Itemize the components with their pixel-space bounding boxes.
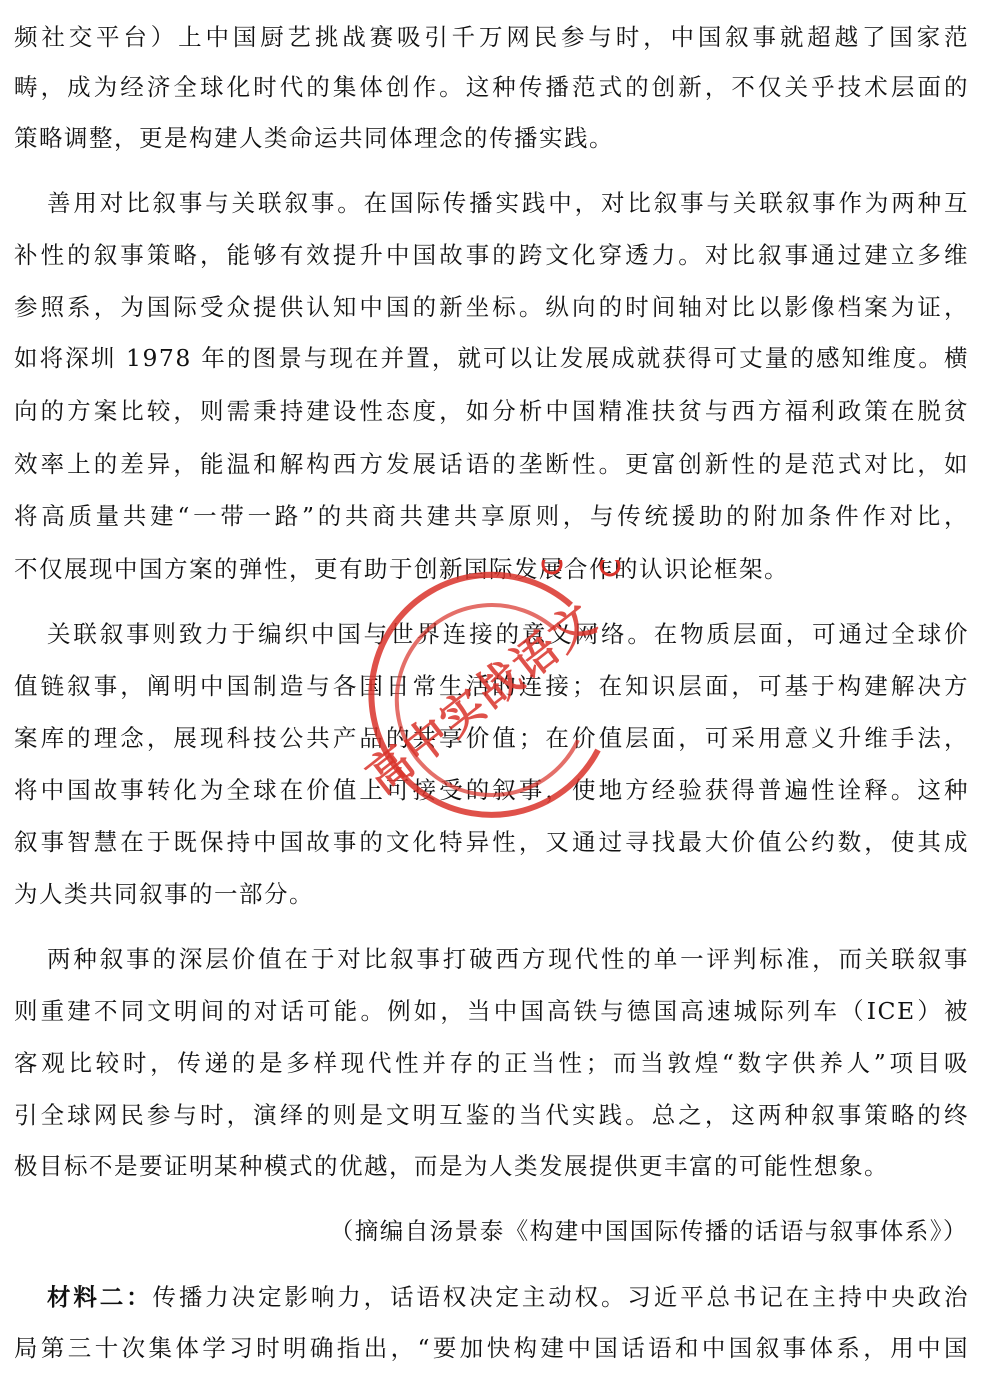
text-line: 案库的理念，展现科技公共产品的共享价值；在价值层面，可采用意义升维手法，: [14, 724, 969, 752]
text-line: 频社交平台）上中国厨艺挑战赛吸引千万网民参与时，中国叙事就超越了国家范: [14, 23, 969, 51]
text-line: 如将深圳 1978 年的图景与现在并置，就可以让发展成就获得可丈量的感知维度。横: [14, 344, 969, 372]
text-line: 将高质量共建“一带一路”的共商共建共享原则，与传统援助的附加条件作对比，: [14, 502, 969, 530]
text-line: 善用对比叙事与关联叙事。在国际传播实践中，对比叙事与关联叙事作为两种互: [47, 189, 969, 217]
text-line: 将中国故事转化为全球在价值上可接受的叙事，使地方经验获得普遍性诠释。这种: [14, 776, 969, 804]
source-citation: （摘编自汤景泰《构建中国国际传播的话语与叙事体系》）: [329, 1217, 968, 1245]
material-label: 材料二：: [47, 1283, 153, 1311]
text-line: 局第三十次集体学习时明确指出，“要加快构建中国话语和中国叙事体系，用中国: [14, 1334, 969, 1362]
text-line: 向的方案比较，则需秉持建设性态度，如分析中国精准扶贫与西方福利政策在脱贫: [14, 397, 969, 425]
text-line: 策略调整，更是构建人类命运共同体理念的传播实践。: [14, 124, 614, 152]
text-line: 关联叙事则致力于编织中国与世界连接的意义网络。在物质层面，可通过全球价: [47, 620, 969, 648]
text-line: 不仅展现中国方案的弹性，更有助于创新国际发展合作的认识论框架。: [14, 555, 789, 583]
text-line: 叙事智慧在于既保持中国故事的文化特异性，又通过寻找最大价值公约数，使其成: [14, 828, 969, 856]
text-line: 极目标不是要证明某种模式的优越，而是为人类发展提供更丰富的可能性想象。: [14, 1152, 889, 1180]
text-line: 参照系，为国际受众提供认知中国的新坐标。纵向的时间轴对比以影像档案为证，: [14, 293, 969, 321]
text-line: 畴，成为经济全球化时代的集体创作。这种传播范式的创新，不仅关乎技术层面的: [14, 73, 969, 101]
text-line: 值链叙事，阐明中国制造与各国日常生活的连接；在知识层面，可基于构建解决方: [14, 672, 969, 700]
text-line: 引全球网民参与时，演绎的则是文明互鉴的当代实践。总之，这两种叙事策略的终: [14, 1101, 969, 1129]
text-line: 客观比较时，传递的是多样现代性并存的正当性；而当敦煌“数字供养人”项目吸: [14, 1049, 969, 1077]
watermark-text: 高中实战语文: [357, 593, 607, 804]
material-text: 传播力决定影响力，话语权决定主动权。习近平总书记在主持中央政治: [152, 1283, 970, 1311]
text-line: 为人类共同叙事的一部分。: [14, 880, 314, 908]
text-line: 两种叙事的深层价值在于对比叙事打破西方现代性的单一评判标准，而关联叙事: [47, 945, 969, 973]
text-line: [14, 1282, 969, 1312]
text-line: 则重建不同文明间的对话可能。例如，当中国高铁与德国高速城际列车（ICE）被: [14, 997, 969, 1025]
text-line: 效率上的差异，能温和解构西方发展话语的垄断性。更富创新性的是范式对比，如: [14, 450, 969, 478]
text-line: 补性的叙事策略，能够有效提升中国故事的跨文化穿透力。对比叙事通过建立多维: [14, 241, 969, 269]
